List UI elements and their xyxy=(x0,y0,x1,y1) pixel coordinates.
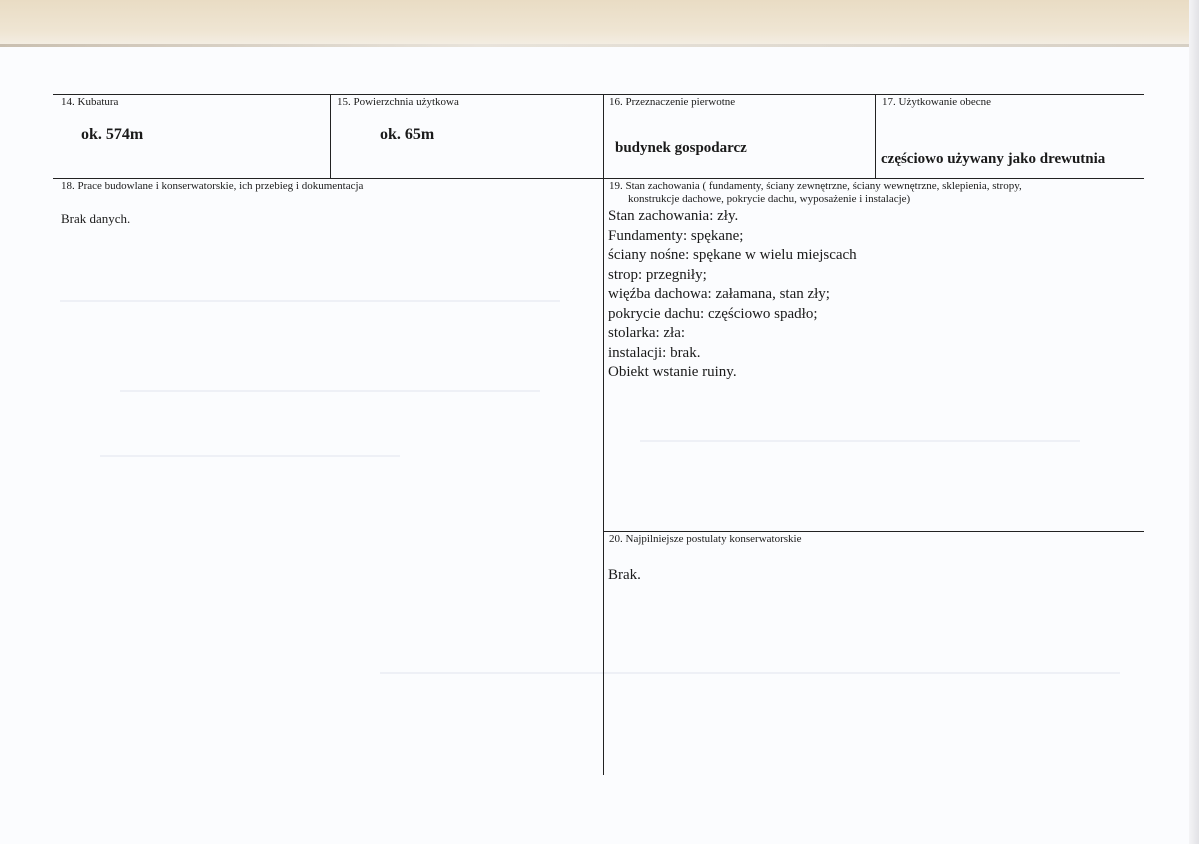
field-15-value: ok. 65m xyxy=(380,126,435,143)
bleed-through-mark xyxy=(60,300,560,302)
bleed-through-mark xyxy=(640,440,1080,442)
bleed-through-mark xyxy=(100,455,400,457)
condition-line: Stan zachowania: zły. xyxy=(608,208,739,224)
field-17-label: 17. Użytkowanie obecne xyxy=(882,96,992,108)
form-column-divider xyxy=(330,94,331,178)
scan-top-margin xyxy=(0,0,1199,44)
condition-line: więźba dachowa: załamana, stan zły; xyxy=(608,286,830,302)
form-column-divider xyxy=(875,94,876,178)
form-section-divider xyxy=(603,531,1144,532)
field-20-label: 20. Najpilniejsze postulaty konserwatorskie xyxy=(609,533,802,545)
scan-right-edge xyxy=(1189,0,1199,844)
field-14-label: 14. Kubatura xyxy=(61,96,119,108)
condition-line: Fundamenty: spękane; xyxy=(608,227,744,244)
bleed-through-mark xyxy=(120,390,540,392)
form-top-border xyxy=(53,94,1144,95)
scan-page-edge xyxy=(0,44,1199,47)
field-20-value: Brak. xyxy=(608,567,641,583)
form-center-divider xyxy=(603,94,604,775)
field-18-value: Brak danych. xyxy=(61,211,131,226)
field-19-label: 19. Stan zachowania ( fundamenty, ściany zewnętrzne, ściany wewnętrzne, sklepienia, stropy, xyxy=(609,180,1022,192)
condition-line: strop: przegniły; xyxy=(608,266,707,283)
condition-line: ściany nośne: spękane w wielu miejscach xyxy=(608,247,857,263)
field-19-label-continuation: konstrukcje dachowe, pokrycie dachu, wyposażenie i instalacje) xyxy=(628,193,911,205)
field-15-label: 15. Powierzchnia użytkowa xyxy=(337,96,459,108)
field-16-label: 16. Przeznaczenie pierwotne xyxy=(609,96,736,108)
field-14-value: ok. 574m xyxy=(81,126,144,143)
condition-line: pokrycie dachu: częściowo spadło; xyxy=(608,305,818,322)
field-16-value: budynek gospodarcz xyxy=(615,140,747,156)
field-18-label: 18. Prace budowlane i konserwatorskie, ich przebieg i dokumentacja xyxy=(61,180,364,192)
bleed-through-mark xyxy=(380,672,1120,674)
condition-line: Obiekt wstanie ruiny. xyxy=(608,364,737,380)
condition-line: stolarka: zła: xyxy=(608,325,686,341)
condition-line: instalacji: brak. xyxy=(608,344,701,361)
field-17-value: częściowo używany jako drewutnia xyxy=(881,151,1106,167)
form-row-divider xyxy=(53,178,1144,179)
